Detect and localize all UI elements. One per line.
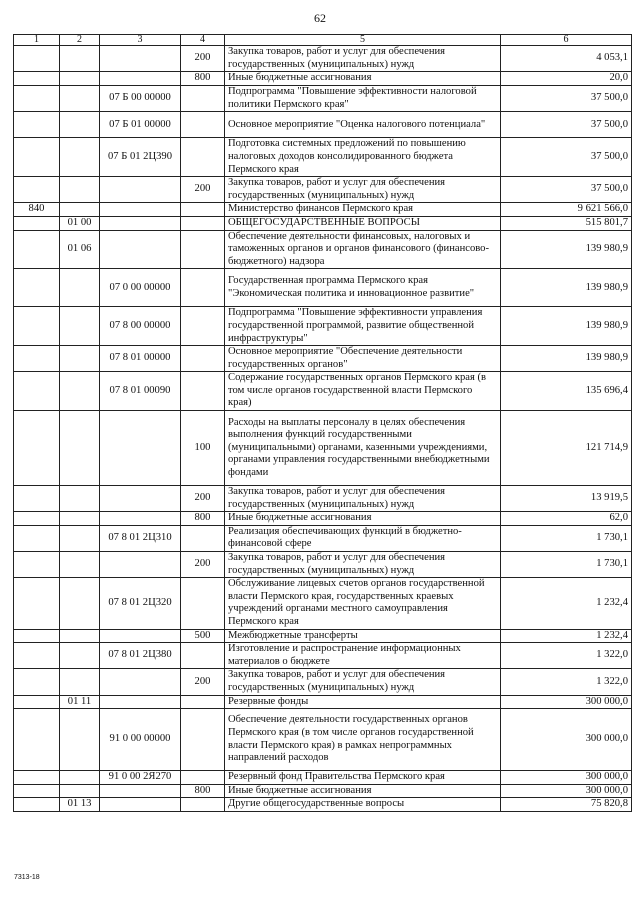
item-sum: 75 820,8 [501,798,632,812]
item-name: Закупка товаров, работ и услуг для обеспечения государственных (муниципальных) нужд [225,46,501,72]
target-article-code [100,177,181,203]
item-name: Государственная программа Пермского края "Экономическая политика и инновационное развитие" [225,269,501,307]
ministry-code [14,230,60,269]
item-name: Иные бюджетные ассигнования [225,72,501,86]
item-name: Другие общегосударственные вопросы [225,798,501,812]
ministry-code [14,643,60,669]
target-article-code: 07 Б 01 00000 [100,112,181,138]
item-sum: 37 500,0 [501,112,632,138]
section-code [60,512,100,526]
ministry-code [14,372,60,411]
table-row [14,695,632,709]
target-article-code: 07 8 01 00000 [100,346,181,372]
target-article-code: 91 0 00 00000 [100,709,181,771]
expense-type-code [181,86,225,112]
expense-type-code [181,112,225,138]
item-name: ОБЩЕГОСУДАРСТВЕННЫЕ ВОПРОСЫ [225,216,501,230]
section-code [60,346,100,372]
target-article-code: 07 Б 00 00000 [100,86,181,112]
section-code [60,411,100,486]
table-row [14,512,632,526]
item-name: Межбюджетные трансферты [225,629,501,643]
expense-type-code [181,346,225,372]
footer-code: 7313-18 [14,874,40,881]
expense-type-code [181,269,225,307]
item-name: Резервные фонды [225,695,501,709]
ministry-code [14,86,60,112]
section-code [60,177,100,203]
item-name: Закупка товаров, работ и услуг для обеспечения государственных (муниципальных) нужд [225,177,501,203]
target-article-code [100,72,181,86]
table-row [14,629,632,643]
expense-type-code: 500 [181,629,225,643]
table-row [14,784,632,798]
table-row [14,86,632,112]
table-row [14,177,632,203]
ministry-code [14,138,60,177]
section-code [60,525,100,551]
expense-type-code: 100 [181,411,225,486]
item-sum: 9 621 566,0 [501,203,632,217]
expense-type-code [181,643,225,669]
item-sum: 139 980,9 [501,346,632,372]
item-sum: 37 500,0 [501,86,632,112]
expense-type-code [181,216,225,230]
section-code: 01 06 [60,230,100,269]
item-name: Подготовка системных предложений по повышению налоговых доходов консолидированного бюджета Пермского края [225,138,501,177]
expense-type-code [181,203,225,217]
ministry-code: 840 [14,203,60,217]
target-article-code: 07 8 01 2Ц310 [100,525,181,551]
budget-table [13,34,632,812]
table-row [14,552,632,578]
item-sum: 1 232,4 [501,578,632,629]
table-row [14,269,632,307]
item-sum: 1 322,0 [501,669,632,695]
table-row [14,411,632,486]
section-code [60,669,100,695]
target-article-code: 07 8 01 00090 [100,372,181,411]
ministry-code [14,177,60,203]
ministry-code [14,525,60,551]
target-article-code: 07 8 00 00000 [100,307,181,346]
item-name: Закупка товаров, работ и услуг для обеспечения государственных (муниципальных) нужд [225,669,501,695]
item-sum: 300 000,0 [501,709,632,771]
table-row [14,525,632,551]
item-name: Подпрограмма "Повышение эффективности управления государственной программой, развитие общественной инфраструктуры" [225,307,501,346]
ministry-code [14,771,60,785]
expense-type-code: 800 [181,784,225,798]
item-name: Обслуживание лицевых счетов органов государственной власти Пермского края, государственных краевых учреждений органами местного самоуправления Пермского края [225,578,501,629]
table-row [14,709,632,771]
item-sum: 121 714,9 [501,411,632,486]
column-header: 6 [501,35,632,46]
item-name: Основное мероприятие "Обеспечение деятельности государственных органов" [225,346,501,372]
target-article-code [100,552,181,578]
table-row [14,307,632,346]
table-row [14,798,632,812]
section-code: 01 11 [60,695,100,709]
target-article-code: 07 Б 01 2Ц390 [100,138,181,177]
item-sum: 1 730,1 [501,552,632,578]
item-name: Закупка товаров, работ и услуг для обеспечения государственных (муниципальных) нужд [225,486,501,512]
table-row [14,643,632,669]
expense-type-code: 800 [181,72,225,86]
item-name: Изготовление и распространение информационных материалов о бюджете [225,643,501,669]
target-article-code: 07 8 01 2Ц380 [100,643,181,669]
ministry-code [14,798,60,812]
target-article-code [100,669,181,695]
item-name: Обеспечение деятельности финансовых, налоговых и таможенных органов и органов финансового (финансово-бюджетного) надзора [225,230,501,269]
section-code [60,203,100,217]
item-name: Подпрограмма "Повышение эффективности налоговой политики Пермского края" [225,86,501,112]
section-code [60,269,100,307]
expense-type-code [181,578,225,629]
item-name: Основное мероприятие "Оценка налогового потенциала" [225,112,501,138]
section-code [60,771,100,785]
table-row [14,372,632,411]
table-row [14,486,632,512]
section-code [60,486,100,512]
target-article-code: 07 0 00 00000 [100,269,181,307]
ministry-code [14,411,60,486]
item-sum: 139 980,9 [501,269,632,307]
ministry-code [14,512,60,526]
section-code [60,307,100,346]
ministry-code [14,709,60,771]
ministry-code [14,307,60,346]
item-sum: 515 801,7 [501,216,632,230]
section-code [60,552,100,578]
table-row [14,771,632,785]
target-article-code [100,629,181,643]
ministry-code [14,46,60,72]
expense-type-code [181,798,225,812]
table-row [14,138,632,177]
table-row [14,669,632,695]
item-name: Министерство финансов Пермского края [225,203,501,217]
target-article-code [100,216,181,230]
expense-type-code [181,230,225,269]
expense-type-code: 200 [181,486,225,512]
item-sum: 300 000,0 [501,771,632,785]
section-code [60,784,100,798]
ministry-code [14,269,60,307]
section-code [60,112,100,138]
item-sum: 300 000,0 [501,695,632,709]
ministry-code [14,216,60,230]
item-sum: 20,0 [501,72,632,86]
expense-type-code: 200 [181,177,225,203]
ministry-code [14,552,60,578]
target-article-code: 91 0 00 2Я270 [100,771,181,785]
item-name: Обеспечение деятельности государственных органов Пермского края (в том числе органов государственной власти Пермского края) в рамках непрограммных направлений расходов [225,709,501,771]
column-header: 3 [100,35,181,46]
item-name: Расходы на выплаты персоналу в целях обеспечения выполнения функций государственными (муниципальными) органами, казенными учреждениями, органами управления государственными внебюджетными фондами [225,411,501,486]
section-code [60,643,100,669]
target-article-code [100,46,181,72]
expense-type-code: 200 [181,669,225,695]
table-row [14,112,632,138]
column-header: 5 [225,35,501,46]
expense-type-code [181,771,225,785]
column-header: 2 [60,35,100,46]
expense-type-code: 800 [181,512,225,526]
ministry-code [14,578,60,629]
column-number-row [14,35,632,46]
ministry-code [14,486,60,512]
column-header: 4 [181,35,225,46]
target-article-code [100,512,181,526]
ministry-code [14,112,60,138]
ministry-code [14,72,60,86]
item-sum: 37 500,0 [501,177,632,203]
expense-type-code [181,709,225,771]
item-sum: 300 000,0 [501,784,632,798]
column-header: 1 [14,35,60,46]
item-sum: 1 730,1 [501,525,632,551]
section-code [60,46,100,72]
section-code [60,629,100,643]
target-article-code [100,695,181,709]
item-sum: 139 980,9 [501,307,632,346]
item-sum: 13 919,5 [501,486,632,512]
item-name: Резервный фонд Правительства Пермского края [225,771,501,785]
table-row [14,203,632,217]
item-name: Иные бюджетные ассигнования [225,784,501,798]
expense-type-code [181,695,225,709]
table-row [14,578,632,629]
ministry-code [14,784,60,798]
table-row [14,46,632,72]
table-row [14,346,632,372]
target-article-code [100,784,181,798]
item-sum: 1 232,4 [501,629,632,643]
table-row [14,72,632,86]
ministry-code [14,346,60,372]
ministry-code [14,695,60,709]
table-row [14,216,632,230]
item-sum: 1 322,0 [501,643,632,669]
section-code [60,709,100,771]
section-code: 01 13 [60,798,100,812]
expense-type-code [181,372,225,411]
target-article-code [100,486,181,512]
target-article-code [100,230,181,269]
ministry-code [14,629,60,643]
section-code [60,372,100,411]
expense-type-code [181,307,225,346]
item-sum: 62,0 [501,512,632,526]
item-name: Закупка товаров, работ и услуг для обеспечения государственных (муниципальных) нужд [225,552,501,578]
expense-type-code: 200 [181,46,225,72]
section-code [60,86,100,112]
expense-type-code [181,138,225,177]
item-name: Иные бюджетные ассигнования [225,512,501,526]
target-article-code [100,411,181,486]
item-name: Реализация обеспечивающих функций в бюджетно-финансовой сфере [225,525,501,551]
target-article-code [100,798,181,812]
expense-type-code [181,525,225,551]
item-name: Содержание государственных органов Пермского края (в том числе органов государственной власти Пермского края) [225,372,501,411]
table-row [14,230,632,269]
section-code: 01 00 [60,216,100,230]
section-code [60,72,100,86]
page-number: 62 [314,11,326,25]
section-code [60,578,100,629]
item-sum: 4 053,1 [501,46,632,72]
section-code [60,138,100,177]
item-sum: 139 980,9 [501,230,632,269]
item-sum: 37 500,0 [501,138,632,177]
target-article-code [100,203,181,217]
ministry-code [14,669,60,695]
target-article-code: 07 8 01 2Ц320 [100,578,181,629]
item-sum: 135 696,4 [501,372,632,411]
expense-type-code: 200 [181,552,225,578]
